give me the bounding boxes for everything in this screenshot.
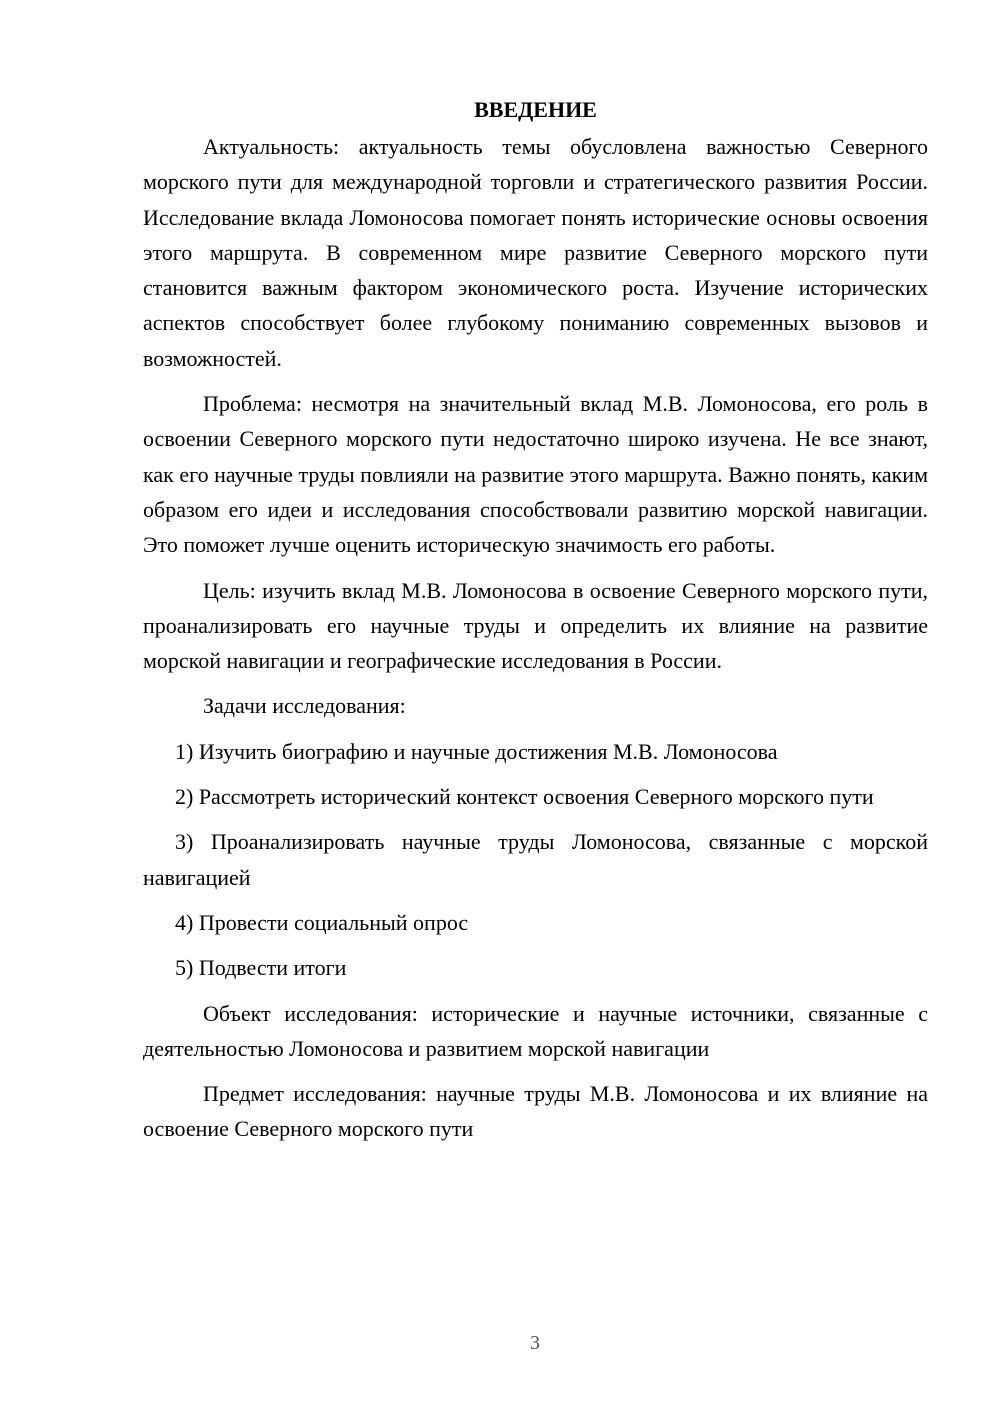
task-item-2: 2) Рассмотреть исторический контекст освоения Северного морского пути (175, 784, 874, 810)
task-item-1: 1) Изучить биографию и научные достижения М.В. Ломоносова (175, 738, 778, 764)
paragraph-tasks-heading: Задачи исследования: (203, 693, 406, 719)
paragraph-subject: Предмет исследования: научные труды М.В. Ломоносова и их влияние на освоение Северного морского пути (143, 1081, 928, 1142)
paragraph-goal: Цель: изучить вклад М.В. Ломоносова в освоение Северного морского пути, проанализировать его научные труды и определить их влияние на развитие морской навигации и географические исследования в России. (143, 577, 928, 674)
task-item-5: 5) Подвести итоги (175, 955, 347, 981)
task-item-4: 4) Провести социальный опрос (175, 909, 469, 935)
page-title: ВВЕДЕНИЕ (474, 97, 597, 122)
paragraph-relevance: Актуальность: актуальность темы обусловлена важностью Северного морского пути для международной торговли и стратегического развития России. Исследование вклада Ломоносова помогает понять исторические основы освоения этого маршрута. В современном мире развитие Северного морского пути становится важным фактором экономического роста. Изучение исторических аспектов способствует более глубокому пониманию современных вызовов и возможностей. (143, 134, 928, 371)
task-item-3: 3) Проанализировать научные труды Ломоносова, связанные с морской навигацией (143, 829, 928, 890)
paragraph-problem: Проблема: несмотря на значительный вклад М.В. Ломоносова, его роль в освоении Северного морского пути недостаточно широко изучена. Не все знают, как его научные труды повлияли на развитие этого маршрута. Важно понять, каким образом его идеи и исследования способствовали развитию морской навигации. Это поможет лучше оценить историческую значимость его работы. (143, 391, 928, 558)
paragraph-object: Объект исследования: исторические и научные источники, связанные с деятельностью Ломоносова и развитием морской навигации (143, 1000, 928, 1061)
document-page (143, 92, 928, 1147)
page-number: 3 (530, 1332, 540, 1354)
